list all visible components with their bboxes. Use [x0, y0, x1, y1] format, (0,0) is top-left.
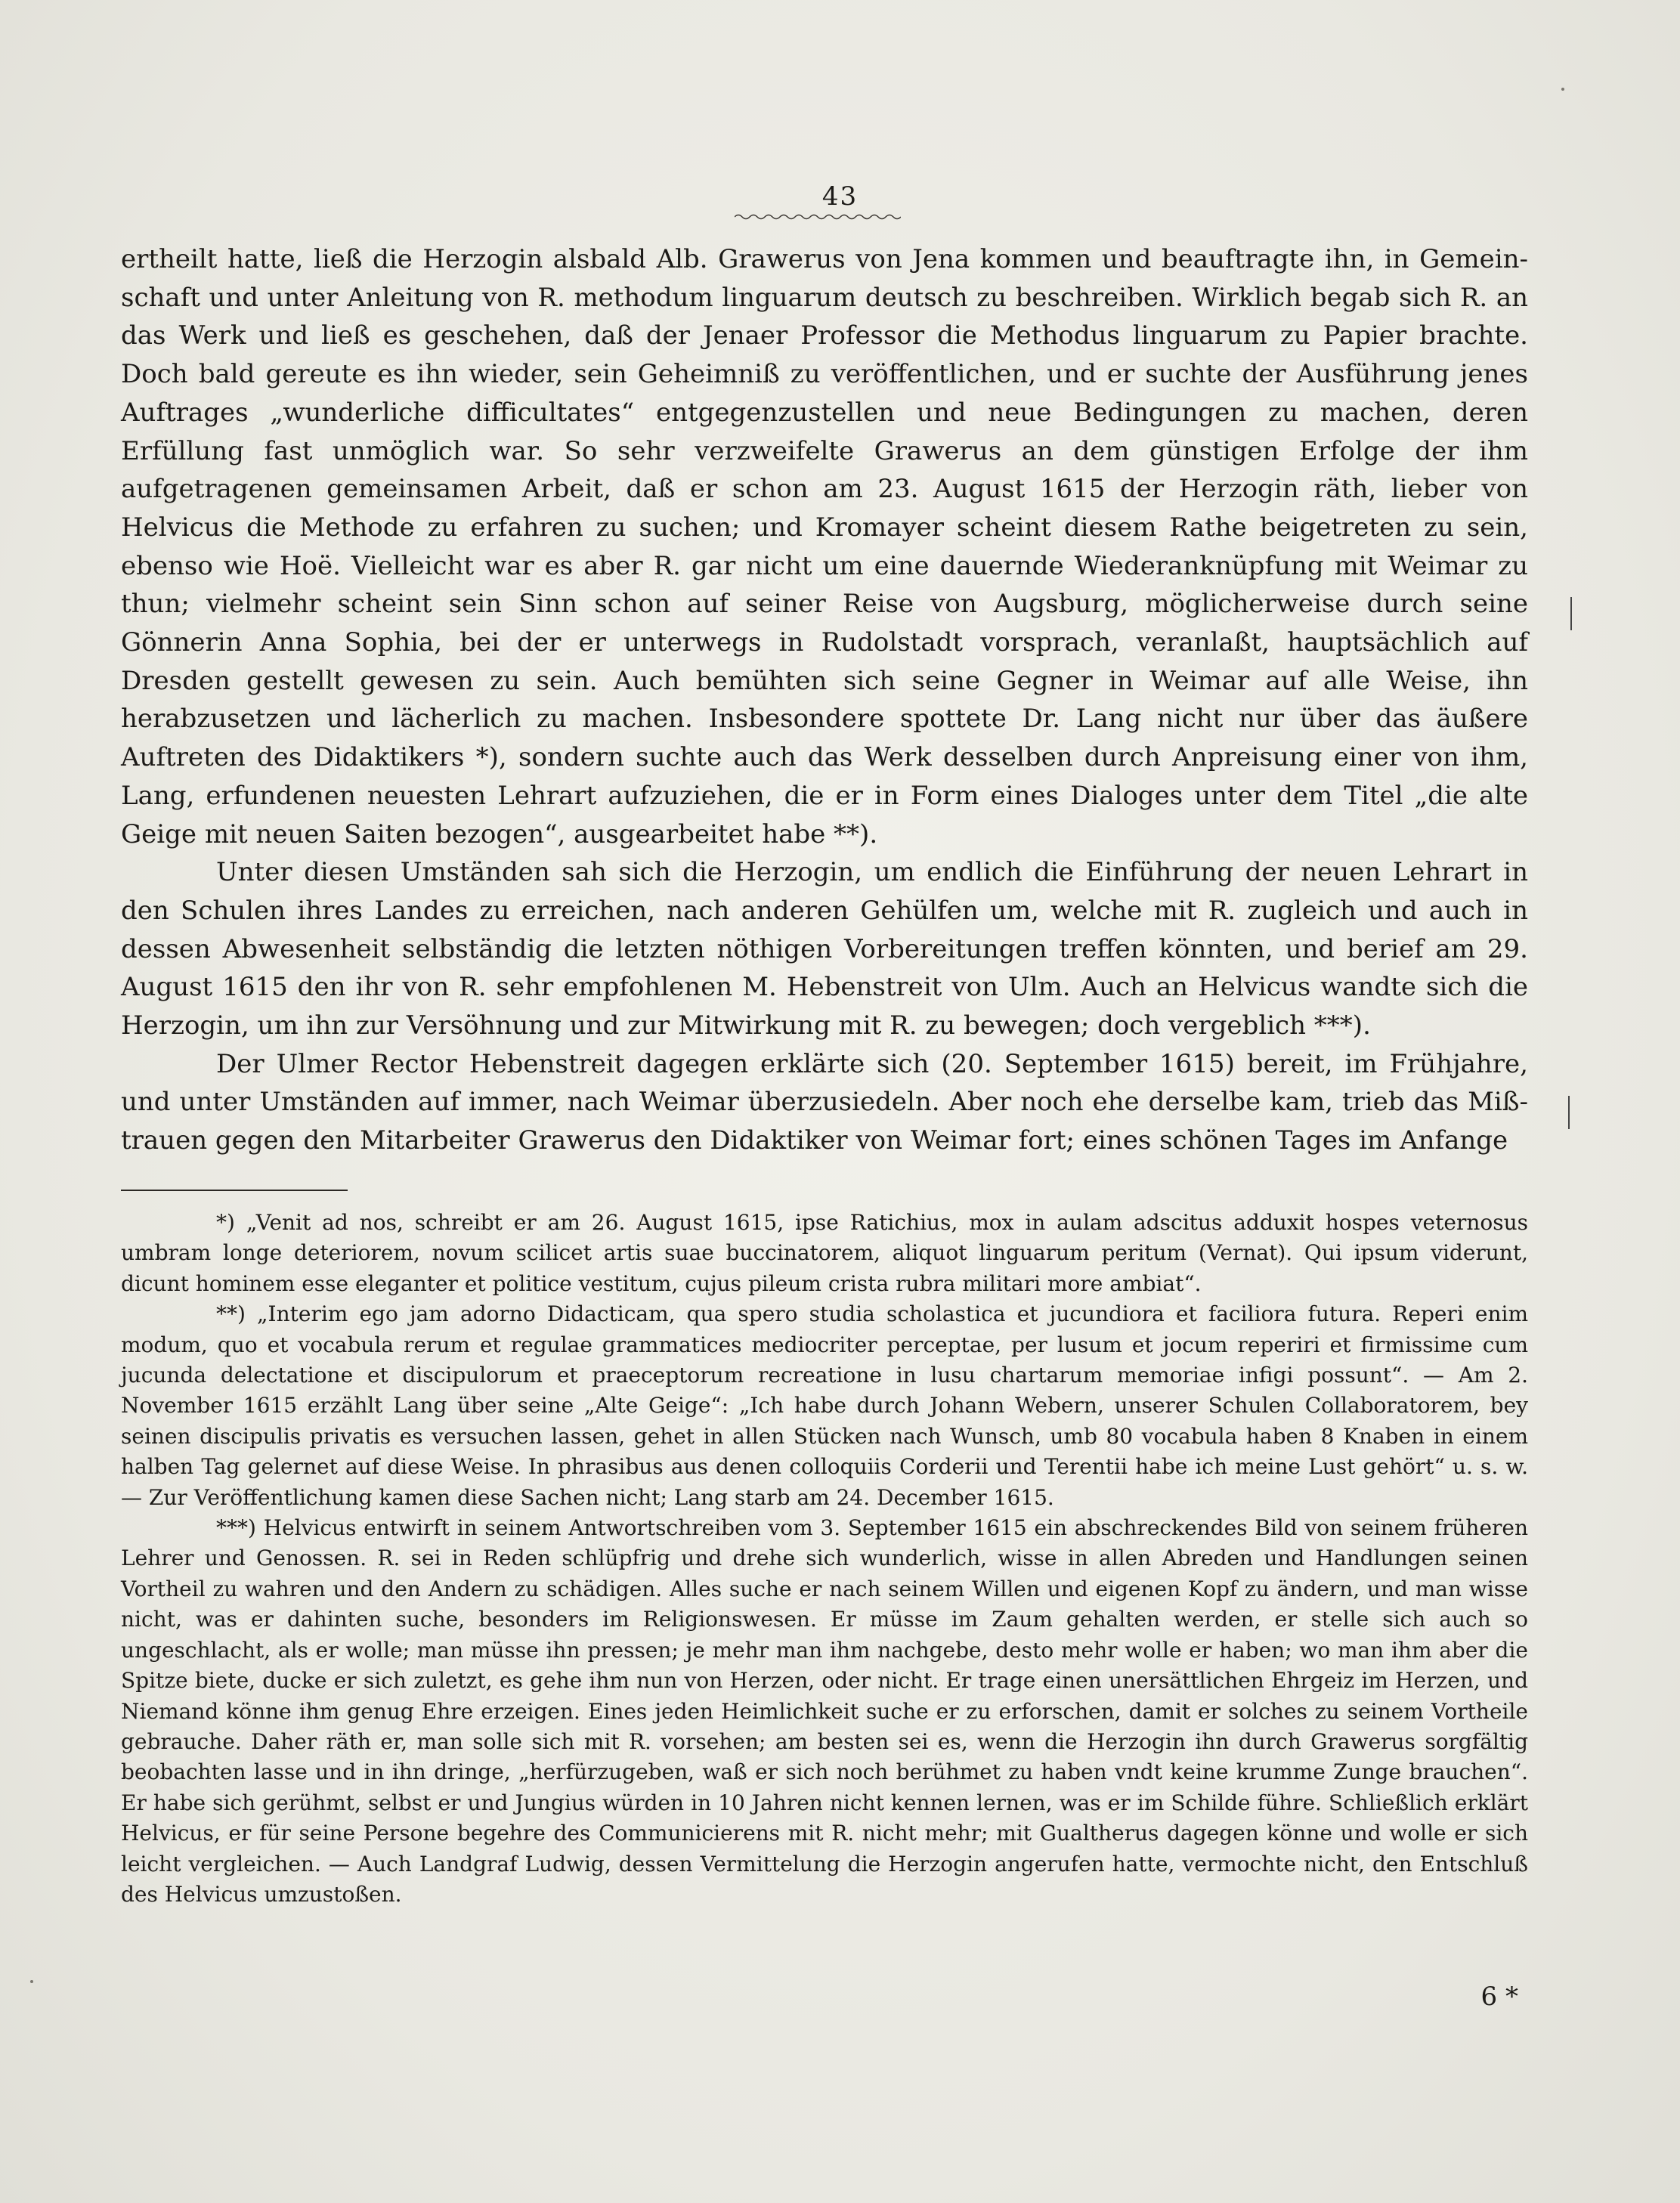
printer-signature-mark: 6 * — [1480, 1982, 1518, 2012]
main-body-text — [121, 240, 1528, 1160]
footnote-1: *) „Venit ad nos, schreibt er am 26. August 1615, ipse Ratichius, mox in aulam adscitus adduxit hospes veternosus umbram longe deteriorem, novum scilicet artis suae buccinatorem, aliquot linguarum peritum (Vernat). Qui ipsum viderunt, dicunt hominem esse eleganter et politice vestitum, cujus pileum crista rubra militari more ambiat“. — [121, 1210, 1528, 1296]
page-number-ornament — [735, 213, 901, 221]
footnote-divider — [121, 1190, 348, 1191]
margin-mark — [1568, 1096, 1570, 1129]
paragraph-3: Der Ulmer Rector Hebenstreit dagegen erklärte sich (20. September 1615) bereit, im Frühjahre, und unter Umständen auf immer, nach Weimar überzusiedeln. Aber noch ehe derselbe kam, trieb das Mißtrauen gegen den Mitarbeiter Grawerus den Didaktiker von Weimar fort; eines schönen Tages im Anfange — [121, 1048, 1528, 1156]
page-number: 43 — [821, 181, 859, 212]
paragraph-1: ertheilt hatte, ließ die Herzogin alsbald Alb. Grawerus von Jena kommen und beauftragte ihn, in Gemeinschaft und unter Anleitung von R. methodum linguarum deutsch zu beschreiben. Wirklich begab sich R. an das Werk und ließ es geschehen, daß der Jenaer Professor die Methodus linguarum zu Papier brachte. Doch bald gereute es ihn wieder, sein Geheimniß zu veröffentlichen, und er suchte der Ausführung jenes Auftrages „wunderliche difficultates“ entgegenzustellen und neue Bedingungen zu machen, deren Erfüllung fast unmöglich war. So sehr verzweifelte Grawerus an dem günstigen Erfolge der ihm aufgetragenen gemeinsamen Arbeit, daß er schon am 23. August 1615 der Herzogin räth, lieber von Helvicus die Methode zu erfahren zu suchen; und Kromayer scheint diesem Rathe beigetreten zu sein, ebenso wie Hoë. Vielleicht war es aber R. gar nicht um eine dauernde Wiederanknüpfung mit Weimar zu thun; vielmehr scheint sein Sinn schon auf seiner Reise von Augsburg, möglicherweise durch seine Gönnerin Anna Sophia, bei der er unterwegs in Rudolstadt vorsprach, veranlaßt, hauptsächlich auf Dresden gestellt gewesen zu sein. Auch bemühten sich seine Gegner in Weimar auf alle Weise, ihn herabzusetzen und lächerlich zu machen. Insbesondere spottete Dr. Lang nicht nur über das äußere Auftreten des Didaktikers *), sondern suchte auch das Werk desselben durch Anpreisung einer von ihm, Lang, erfundenen neuesten Lehrart aufzuziehen, die er in Form eines Dialoges unter dem Titel „die alte Geige mit neuen Saiten bezogen“, ausgearbeitet habe **). — [121, 244, 1528, 849]
footnote-2: **) „Interim ego jam adorno Didacticam, qua spero studia scholastica et jucundiora et faciliora futura. Reperi enim modum, quo et vocabula rerum et regulae grammatices mediocriter perceptae, per lusum et jocum reperiri et firmissime cum jucunda delectatione et discipulorum et praeceptorum recreatione in lusu chartarum memoriae infigi possunt“. — Am 2. November 1615 erzählt Lang über seine „Alte Geige“: „Ich habe durch Johann Webern, unserer Schulen Collaboratorem, bey seinen discipulis privatis es versuchen lassen, gehet in allen Stücken nach Wunsch, umb 80 vocabula haben 8 Knaben in einem halben Tag gelernet auf diese Weise. In phrasibus aus denen colloquiis Corderii und Terentii habe ich meine Lust gehört“ u. s. w. — Zur Veröffentlichung kamen diese Sachen nicht; Lang starb am 24. December 1615. — [121, 1301, 1528, 1510]
paper-speck — [30, 1980, 33, 1983]
paper-speck — [1561, 88, 1564, 91]
paragraph-2: Unter diesen Umständen sah sich die Herzogin, um endlich die Einführung der neuen Lehrart in den Schulen ihres Landes zu erreichen, nach anderen Gehülfen um, welche mit R. zugleich und auch in dessen Abwesenheit selbständig die letzten nöthigen Vorbereitungen treffen könnten, und berief am 29. August 1615 den ihr von R. sehr empfohlenen M. Hebenstreit von Ulm. Auch an Helvicus wandte sich die Herzogin, um ihn zur Versöhnung und zur Mitwirkung mit R. zu bewegen; doch vergeblich ***). — [121, 857, 1528, 1041]
margin-mark — [1570, 597, 1572, 630]
footnotes — [121, 1208, 1528, 1910]
footnote-3: ***) Helvicus entwirft in seinem Antwortschreiben vom 3. September 1615 ein abschreckendes Bild von seinem früheren Lehrer und Genossen. R. sei in Reden schlüpfrig und drehe sich wunderlich, wisse in allen Abreden und Handlungen seinen Vortheil zu wahren und den Andern zu schädigen. Alles suche er nach seinem Willen und eigenen Kopf zu ändern, und man wisse nicht, was er dahinten suche, besonders im Religionswesen. Er müsse im Zaum gehalten werden, er stelle sich auch so ungeschlacht, als er wolle; man müsse ihn pressen; je mehr man ihm nachgebe, desto mehr wolle er haben; wo man ihm aber die Spitze biete, ducke er sich zuletzt, es gehe ihm nun von Herzen, oder nicht. Er trage einen unersättlichen Ehrgeiz im Herzen, und Niemand könne ihm genug Ehre erzeigen. Eines jeden Heimlichkeit suche er zu erforschen, damit er solches zu seinem Vortheile gebrauche. Daher räth er, man solle sich mit R. vorsehen; am besten sei es, wenn die Herzogin ihn durch Grawerus sorgfältig beobachten lasse und in ihn dringe, „herfürzugeben, waß er sich noch berühmet zu haben vndt keine krumme Zunge brauchen“. Er habe sich gerühmt, selbst er und Jungius würden in 10 Jahren nicht kennen lernen, was er im Schilde führe. Schließlich erklärt Helvicus, er für seine Persone begehre des Communicierens mit R. nicht mehr; mit Gualtherus dagegen könne und wolle er sich leicht vergleichen. — Auch Landgraf Ludwig, dessen Vermittelung die Herzogin angerufen hatte, vermochte nicht, den Entschluß des Helvicus umzustoßen. — [121, 1515, 1528, 1907]
